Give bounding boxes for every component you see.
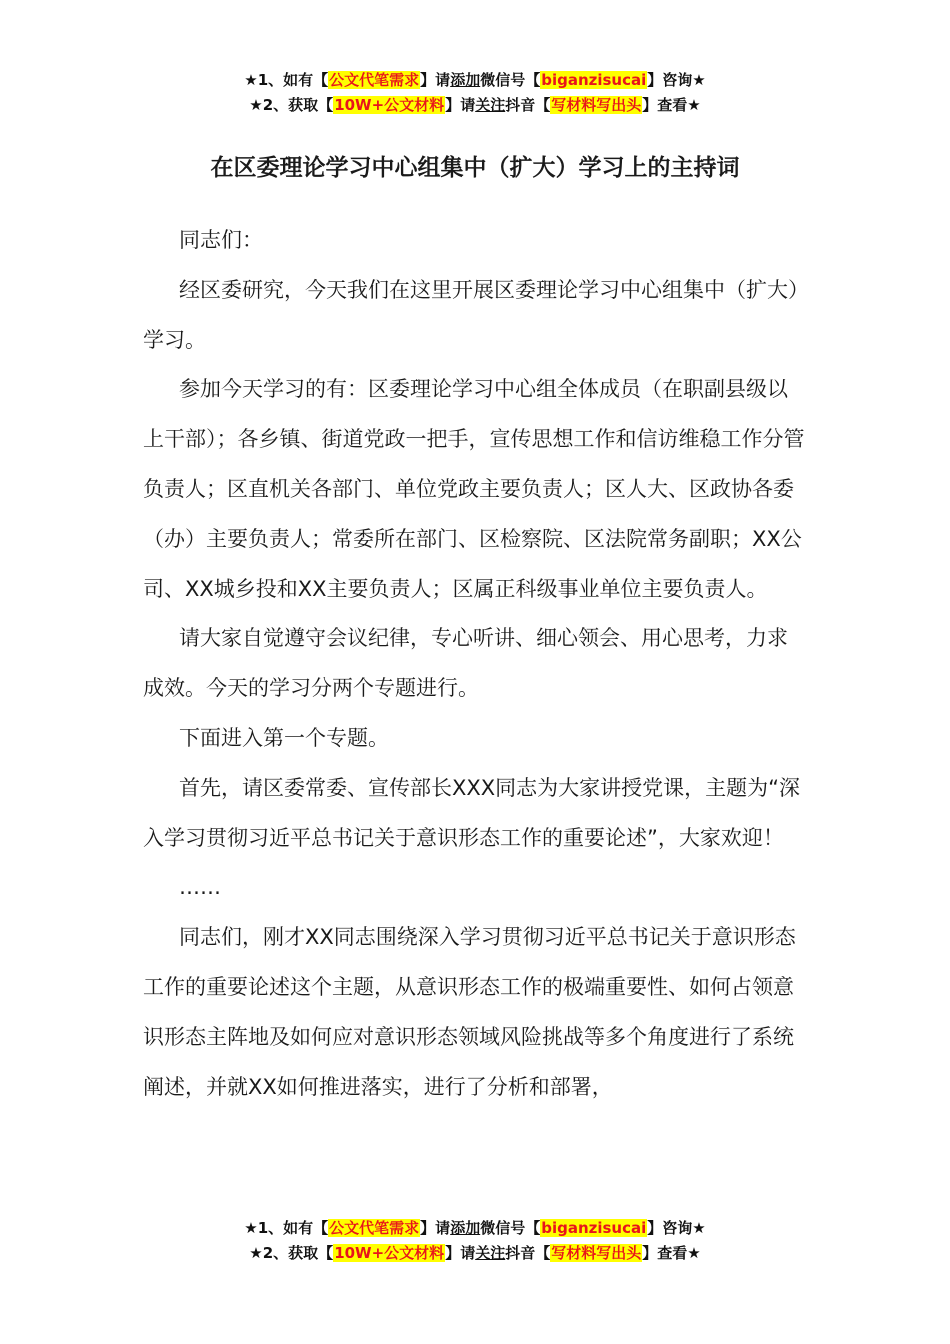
footer-ad: [0, 1216, 950, 1266]
header-ad: [0, 68, 950, 118]
paragraph-lecture: 首先，请区委常委、宣传部长XXX同志为大家讲授党课，主题为“深入学习贯彻习近平总书记关于意识形态工作的重要论述”，大家欢迎！: [143, 775, 801, 850]
ad-highlight: 10W+公文材料: [334, 96, 445, 114]
paragraph-summary: 同志们，刚才XX同志围绕深入学习贯彻习近平总书记关于意识形态工作的重要论述这个主题，从意识形态工作的极端重要性、如何占领意识形态主阵地及如何应对意识形态领域风险挑战等多个角度进行了系统阐述，并就XX如何推进落实，进行了分析和部署，: [143, 925, 796, 1099]
ad-text: 微信号【: [480, 71, 541, 89]
ad-text: ★1、如有【: [244, 71, 329, 89]
ad-text: 抖音【: [505, 1244, 551, 1262]
ad-highlight-douyin-id: 写材料写出头: [551, 96, 642, 114]
header-ad-line-1: [0, 68, 950, 93]
ad-highlight-wechat-id: biganzisucai: [541, 71, 647, 89]
ad-highlight: 10W+公文材料: [334, 1244, 445, 1262]
ad-text: 】请: [445, 1244, 476, 1262]
paragraph-attendees: 参加今天学习的有：区委理论学习中心组全体成员（在职副县级以上干部）；各乡镇、街道党政一把手，宣传思想工作和信访维稳工作分管负责人；区直机关各部门、单位党政主要负责人；区人大、区政协各委（办）主要负责人；常委所在部门、区检察院、区法院常务副职；XX公司、XX城乡投和XX主要负责人；区属正科级事业单位主要负责人。: [143, 377, 805, 601]
header-ad-line-2: [0, 93, 950, 118]
document-title: 在区委理论学习中心组集中（扩大）学习上的主持词: [210, 155, 740, 181]
document-body: [143, 216, 808, 1112]
ad-text: 】请: [420, 1219, 451, 1237]
ad-underlined-text: 添加: [450, 1219, 481, 1237]
ad-highlight-wechat-id: biganzisucai: [541, 1219, 647, 1237]
ad-text: 】查看★: [642, 96, 701, 114]
paragraph-intro: 经区委研究，今天我们在这里开展区委理论学习中心组集中（扩大）学习。: [143, 277, 799, 352]
ad-text: 】咨询★: [647, 71, 706, 89]
footer-ad-line-1: [0, 1216, 950, 1241]
paragraph-first-topic: 下面进入第一个专题。: [179, 725, 389, 750]
paragraph-discipline: 请大家自觉遵守会议纪律，专心听讲、细心领会、用心思考，力求成效。今天的学习分两个专题进行。: [143, 626, 788, 701]
ad-text: 】请: [420, 71, 451, 89]
ad-text: 微信号【: [480, 1219, 541, 1237]
ad-text: 】咨询★: [647, 1219, 706, 1237]
ad-text: ★1、如有【: [244, 1219, 329, 1237]
paragraph-salutation: 同志们：: [179, 228, 263, 252]
ad-underlined-text: 关注: [475, 1244, 506, 1262]
ad-underlined-text: 添加: [450, 71, 481, 89]
ad-text: 抖音【: [505, 96, 551, 114]
ad-text: 】请: [445, 96, 476, 114]
ad-highlight: 公文代笔需求: [329, 71, 420, 89]
ad-text: 】查看★: [642, 1244, 701, 1262]
ad-underlined-text: 关注: [475, 96, 506, 114]
footer-ad-line-2: [0, 1241, 950, 1266]
paragraph-ellipsis: ……: [179, 875, 221, 900]
ad-text: ★2、获取【: [249, 1244, 334, 1262]
ad-text: ★2、获取【: [249, 96, 334, 114]
ad-highlight: 公文代笔需求: [329, 1219, 420, 1237]
ad-highlight-douyin-id: 写材料写出头: [551, 1244, 642, 1262]
